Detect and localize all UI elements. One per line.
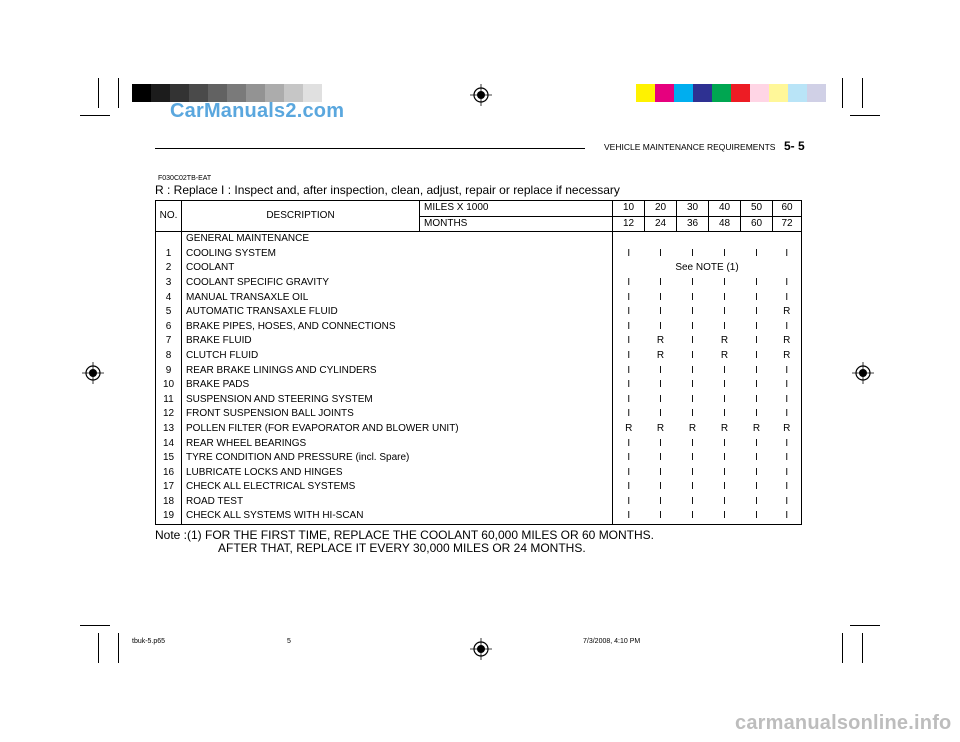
table-row: [156, 334, 802, 349]
interval-action: I: [755, 364, 758, 376]
interval-action: I: [691, 349, 694, 361]
interval-action: I: [659, 408, 662, 420]
interval-action: I: [723, 408, 726, 420]
miles-row-label: MILES X 1000: [420, 201, 613, 217]
maintenance-schedule-table: [155, 200, 802, 525]
interval-action: I: [723, 247, 726, 259]
interval-action: I: [773, 407, 802, 422]
row-description: CHECK ALL SYSTEMS WITH HI-SCAN: [182, 509, 613, 524]
interval-action: I: [691, 393, 694, 405]
months-value: 24: [645, 216, 677, 232]
interval-action: I: [723, 291, 726, 303]
table-row: [156, 437, 802, 452]
miles-value: 50: [741, 201, 773, 217]
interval-action: I: [773, 495, 802, 510]
interval-action: I: [755, 481, 758, 493]
interval-action: I: [691, 320, 694, 332]
interval-action: I: [613, 291, 645, 306]
interval-action: I: [659, 495, 662, 507]
interval-action: I: [659, 276, 662, 288]
interval-action: I: [613, 393, 645, 408]
interval-action: I: [691, 276, 694, 288]
interval-action: I: [613, 334, 645, 349]
months-value: 60: [741, 216, 773, 232]
interval-action: I: [659, 481, 662, 493]
interval-action: R: [720, 422, 729, 434]
footer-page: 5: [287, 638, 291, 645]
document-code: F030C02TB-EAT: [158, 175, 212, 182]
interval-action: I: [691, 335, 694, 347]
interval-action: I: [755, 349, 758, 361]
interval-action: I: [723, 276, 726, 288]
interval-action: I: [773, 393, 802, 408]
row-number: 11: [156, 393, 182, 408]
row-description: POLLEN FILTER (FOR EVAPORATOR AND BLOWER UNIT): [186, 422, 459, 434]
interval-action: I: [773, 247, 802, 262]
table-row: [156, 320, 802, 335]
interval-action: I: [691, 452, 694, 464]
row-description: REAR WHEEL BEARINGS: [186, 437, 307, 449]
row-number: 3: [156, 276, 182, 291]
interval-action: I: [755, 291, 758, 303]
interval-action: I: [613, 437, 645, 452]
row-description: BRAKE FLUID: [186, 335, 252, 347]
miles-value: 10: [613, 201, 645, 217]
interval-action: I: [755, 320, 758, 332]
interval-action: I: [659, 364, 662, 376]
interval-action: I: [613, 247, 645, 262]
interval-action: I: [691, 408, 694, 420]
interval-action: I: [659, 247, 662, 259]
table-row: [156, 422, 802, 437]
table-row: [156, 480, 802, 495]
color-swatch: [769, 84, 788, 102]
interval-action: I: [723, 481, 726, 493]
table-row: [156, 378, 802, 393]
interval-action: I: [755, 466, 758, 478]
interval-action: R: [773, 422, 802, 437]
interval-action: I: [723, 437, 726, 449]
footer-filename: tbuk-5.p65: [132, 638, 166, 645]
table-row: [156, 393, 802, 408]
color-swatch: [731, 84, 750, 102]
interval-action: R: [656, 349, 665, 361]
interval-action: I: [691, 481, 694, 493]
months-row-label: MONTHS: [420, 216, 613, 232]
interval-action: I: [755, 379, 758, 391]
interval-action: I: [755, 335, 758, 347]
row-number: 6: [156, 320, 182, 335]
interval-action: I: [723, 452, 726, 464]
interval-action: I: [755, 437, 758, 449]
column-header-description: DESCRIPTION: [182, 201, 420, 232]
row-note: See NOTE (1): [613, 261, 802, 276]
row-description: LUBRICATE LOCKS AND HINGES: [186, 466, 343, 478]
row-description: BRAKE PADS: [186, 379, 250, 391]
months-value: 12: [613, 216, 645, 232]
page-number: 5- 5: [784, 139, 805, 153]
interval-action: R: [720, 349, 729, 361]
row-description: COOLANT SPECIFIC GRAVITY: [186, 276, 329, 288]
row-description: COOLING SYSTEM: [186, 247, 277, 259]
interval-action: I: [659, 437, 662, 449]
row-description: REAR BRAKE LININGS AND CYLINDERS: [186, 364, 377, 376]
miles-value: 20: [645, 201, 677, 217]
row-description: MANUAL TRANSAXLE OIL: [186, 291, 309, 303]
interval-action: R: [773, 334, 802, 349]
row-number: 15: [156, 451, 182, 466]
color-swatch: [132, 84, 151, 102]
interval-action: I: [723, 379, 726, 391]
registration-target-icon: [470, 84, 492, 106]
interval-action: I: [723, 320, 726, 332]
interval-action: R: [773, 349, 802, 364]
row-number: 16: [156, 466, 182, 481]
table-row: [156, 364, 802, 379]
interval-action: I: [773, 291, 802, 306]
row-description: FRONT SUSPENSION BALL JOINTS: [186, 408, 354, 420]
interval-action: I: [709, 509, 741, 524]
registration-target-icon: [852, 362, 874, 384]
interval-action: I: [755, 408, 758, 420]
color-swatch: [750, 84, 769, 102]
interval-action: I: [613, 364, 645, 379]
registration-target-icon: [82, 362, 104, 384]
color-swatch: [807, 84, 826, 102]
table-row: [156, 495, 802, 510]
color-swatch: [693, 84, 712, 102]
interval-action: R: [773, 305, 802, 320]
interval-action: R: [720, 335, 729, 347]
footer-watermark-text: carmanualsonline.info: [735, 712, 952, 734]
color-swatch: [674, 84, 693, 102]
interval-action: I: [755, 452, 758, 464]
interval-action: R: [656, 335, 665, 347]
row-number: 10: [156, 378, 182, 393]
interval-action: I: [691, 495, 694, 507]
row-description: CLUTCH FLUID: [186, 349, 259, 361]
table-row: [156, 305, 802, 320]
interval-action: I: [613, 451, 645, 466]
row-number: 19: [156, 509, 182, 524]
row-number: 7: [156, 334, 182, 349]
miles-value: 30: [677, 201, 709, 217]
interval-action: I: [691, 306, 694, 318]
interval-action: I: [773, 437, 802, 452]
interval-action: I: [755, 276, 758, 288]
interval-action: I: [773, 466, 802, 481]
row-number: 18: [156, 495, 182, 510]
interval-action: I: [773, 509, 802, 524]
note-line-2: AFTER THAT, REPLACE IT EVERY 30,000 MILES OR 24 MONTHS.: [218, 541, 586, 555]
interval-action: I: [773, 480, 802, 495]
watermark-text: CarManuals2.com: [170, 100, 345, 122]
interval-action: I: [723, 306, 726, 318]
row-number: 5: [156, 305, 182, 320]
row-number: 8: [156, 349, 182, 364]
interval-action: I: [741, 509, 773, 524]
color-swatch: [655, 84, 674, 102]
interval-action: I: [659, 466, 662, 478]
miles-value: 60: [773, 201, 802, 217]
registration-target-icon: [470, 638, 492, 660]
interval-action: I: [659, 320, 662, 332]
row-number: 1: [156, 247, 182, 262]
process-color-bar: [636, 84, 826, 102]
interval-action: I: [755, 247, 758, 259]
interval-action: I: [613, 378, 645, 393]
interval-action: I: [691, 379, 694, 391]
table-row: [156, 247, 802, 262]
interval-action: I: [659, 452, 662, 464]
interval-action: I: [691, 466, 694, 478]
table-row: [156, 509, 802, 524]
footer-timestamp: 7/3/2008, 4:10 PM: [583, 638, 641, 645]
row-description: BRAKE PIPES, HOSES, AND CONNECTIONS: [186, 320, 396, 332]
interval-action: I: [613, 480, 645, 495]
interval-action: I: [613, 407, 645, 422]
interval-action: I: [677, 509, 709, 524]
table-row: [156, 261, 802, 276]
interval-action: I: [613, 466, 645, 481]
row-description: ROAD TEST: [186, 495, 244, 507]
interval-action: I: [755, 495, 758, 507]
row-description: TYRE CONDITION AND PRESSURE (incl. Spare): [186, 452, 410, 464]
months-value: 48: [709, 216, 741, 232]
interval-action: I: [613, 320, 645, 335]
interval-action: I: [659, 291, 662, 303]
row-description: SUSPENSION AND STEERING SYSTEM: [186, 393, 373, 405]
row-number: 9: [156, 364, 182, 379]
months-value: 72: [773, 216, 802, 232]
interval-action: I: [613, 509, 645, 524]
row-number: 14: [156, 437, 182, 452]
legend-text: R : Replace I : Inspect and, after inspection, clean, adjust, repair or replace if necessary: [155, 183, 620, 197]
interval-action: R: [613, 422, 645, 437]
table-row: [156, 407, 802, 422]
interval-action: I: [773, 378, 802, 393]
row-number: 2: [156, 261, 182, 276]
interval-action: R: [656, 422, 665, 434]
interval-action: I: [613, 276, 645, 291]
section-title: VEHICLE MAINTENANCE REQUIREMENTS: [604, 142, 776, 152]
interval-action: I: [723, 393, 726, 405]
interval-action: I: [691, 247, 694, 259]
interval-action: I: [691, 364, 694, 376]
row-description: COOLANT: [186, 262, 235, 274]
interval-action: I: [613, 349, 645, 364]
interval-action: I: [773, 364, 802, 379]
interval-action: I: [723, 364, 726, 376]
table-row: [156, 276, 802, 291]
interval-action: I: [755, 393, 758, 405]
interval-action: I: [659, 306, 662, 318]
months-value: 36: [677, 216, 709, 232]
table-row: [156, 466, 802, 481]
interval-action: I: [773, 320, 802, 335]
interval-action: I: [723, 466, 726, 478]
table-row: [156, 349, 802, 364]
color-swatch: [788, 84, 807, 102]
interval-action: I: [691, 291, 694, 303]
row-number: 12: [156, 407, 182, 422]
color-swatch: [151, 84, 170, 102]
interval-action: I: [691, 437, 694, 449]
interval-action: R: [688, 422, 697, 434]
note-line-1: Note :(1) FOR THE FIRST TIME, REPLACE THE COOLANT 60,000 MILES OR 60 MONTHS.: [155, 528, 655, 542]
table-row: [156, 291, 802, 306]
miles-value: 40: [709, 201, 741, 217]
color-swatch: [712, 84, 731, 102]
row-number: 4: [156, 291, 182, 306]
interval-action: I: [773, 451, 802, 466]
color-swatch: [636, 84, 655, 102]
row-number: 13: [156, 422, 182, 437]
column-header-no: NO.: [156, 201, 182, 232]
interval-action: I: [613, 495, 645, 510]
interval-action: I: [659, 379, 662, 391]
section-label: GENERAL MAINTENANCE: [186, 233, 309, 245]
row-description: CHECK ALL ELECTRICAL SYSTEMS: [186, 481, 356, 493]
interval-action: I: [723, 495, 726, 507]
interval-action: I: [659, 393, 662, 405]
interval-action: I: [613, 305, 645, 320]
table-row: [156, 451, 802, 466]
row-number: 17: [156, 480, 182, 495]
interval-action: R: [752, 422, 761, 434]
interval-action: I: [645, 509, 677, 524]
interval-action: I: [755, 306, 758, 318]
row-description: AUTOMATIC TRANSAXLE FLUID: [186, 306, 338, 318]
interval-action: I: [773, 276, 802, 291]
